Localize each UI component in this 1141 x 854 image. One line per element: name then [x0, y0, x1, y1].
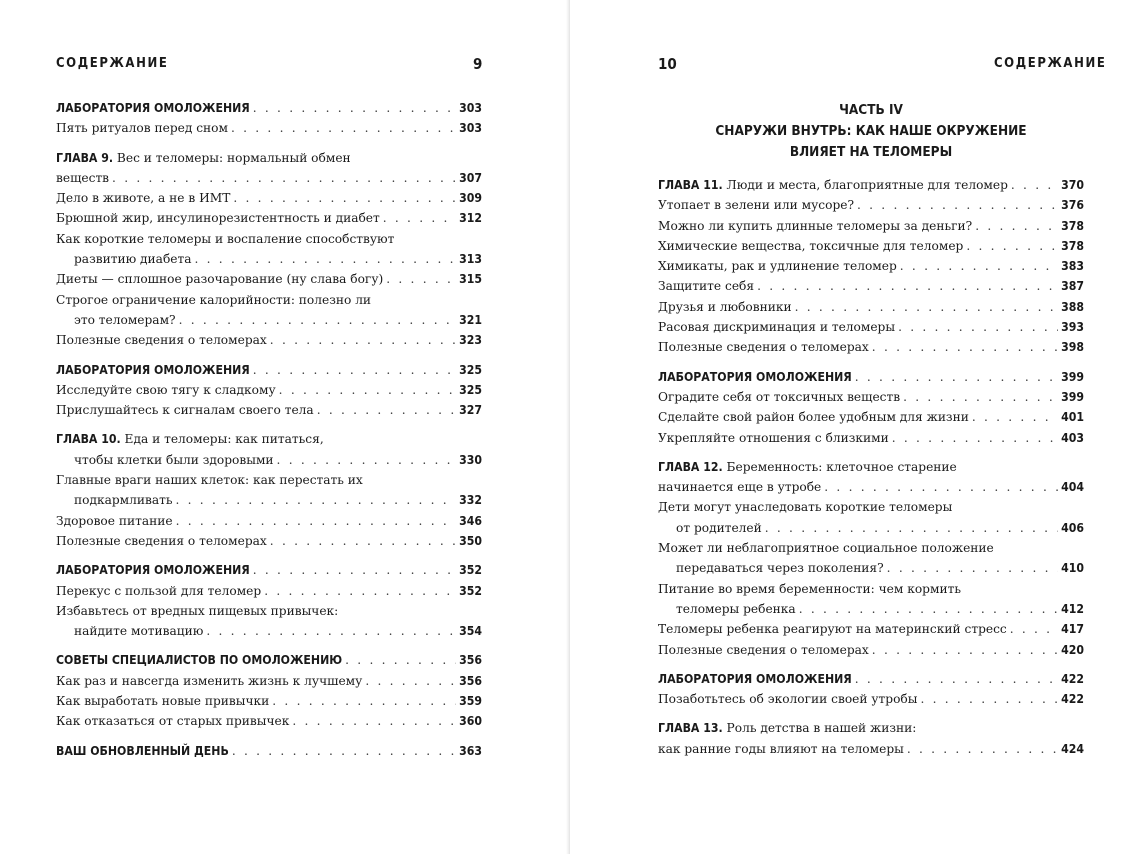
dot-leader — [920, 689, 1058, 709]
toc-entry[interactable] — [56, 269, 482, 289]
toc-page: 422 — [1061, 692, 1084, 707]
spacer — [56, 551, 482, 560]
toc-entry-text: Избавьтесь от вредных пищевых привычек: — [56, 603, 339, 618]
toc-entry[interactable] — [658, 689, 1084, 709]
chapter-title: Роль детства в нашей жизни: — [726, 721, 917, 736]
dot-leader — [966, 236, 1058, 256]
dot-leader — [232, 741, 456, 761]
toc-entry[interactable] — [56, 511, 482, 531]
toc-page: 359 — [459, 694, 482, 709]
toc-page: 325 — [459, 382, 482, 397]
dot-leader — [253, 360, 456, 380]
toc-page: 323 — [459, 333, 482, 348]
toc-section[interactable] — [56, 98, 482, 118]
toc-page: 309 — [459, 191, 482, 206]
toc-page: 383 — [1061, 259, 1084, 274]
dot-leader — [206, 621, 456, 641]
toc-entry-text: Питание во время беременности: чем кормить — [658, 581, 961, 596]
toc-page: 406 — [1061, 520, 1084, 535]
toc-page: 420 — [1061, 642, 1084, 657]
toc-entry-text: Исследуйте свою тягу к сладкому — [56, 382, 276, 397]
dot-leader — [857, 195, 1058, 215]
toc-page: 330 — [459, 452, 482, 467]
toc-entry-text: это теломерам? — [74, 312, 176, 327]
toc-entry-text: Как отказаться от старых привычек — [56, 714, 290, 729]
toc-section[interactable] — [56, 741, 482, 761]
toc-section-title: ЛАБОРАТОРИЯ ОМОЛОЖЕНИЯ — [56, 563, 250, 578]
dot-leader — [179, 310, 457, 330]
toc-page: 352 — [459, 583, 482, 598]
toc-entry[interactable] — [658, 216, 1084, 236]
toc-page: 350 — [459, 533, 482, 548]
toc-entry-text: Как короткие теломеры и воспаление способствуют — [56, 231, 395, 246]
toc-page: 327 — [459, 403, 482, 418]
dot-leader — [231, 118, 456, 138]
toc-page: 354 — [459, 624, 482, 639]
toc-entry[interactable] — [56, 691, 482, 711]
dot-leader — [279, 380, 456, 400]
dot-leader — [898, 317, 1058, 337]
spacer — [658, 358, 1084, 367]
toc-section-title: ЛАБОРАТОРИЯ ОМОЛОЖЕНИЯ — [56, 101, 250, 115]
toc-entry-text: Полезные сведения о теломерах — [56, 333, 267, 348]
toc-page: 325 — [459, 362, 482, 377]
toc-chapter-cont[interactable] — [56, 168, 482, 188]
toc-entry[interactable] — [658, 619, 1084, 639]
part-number: ЧАСТЬ IV — [839, 102, 903, 118]
toc-entry[interactable] — [56, 711, 482, 731]
toc-page: 346 — [459, 513, 482, 528]
dot-leader — [253, 560, 456, 580]
dot-leader — [233, 188, 456, 208]
toc-page: 315 — [459, 272, 482, 287]
toc-entry[interactable] — [658, 276, 1084, 296]
toc-page: 401 — [1061, 410, 1084, 425]
toc-section[interactable] — [658, 367, 1084, 387]
dot-leader — [907, 739, 1058, 759]
toc-entry[interactable] — [56, 290, 482, 310]
toc-entry[interactable] — [56, 330, 482, 350]
toc-entry-cont[interactable] — [56, 621, 482, 641]
dot-leader — [176, 490, 457, 510]
right-page — [570, 0, 1141, 854]
toc-section[interactable] — [56, 650, 482, 670]
toc-page: 303 — [459, 121, 482, 136]
toc-entry-text: Сделайте свой район более удобным для жизни — [658, 410, 969, 425]
chapter-title-cont: веществ — [56, 170, 110, 185]
dot-leader — [872, 337, 1058, 357]
dot-leader — [277, 450, 457, 470]
toc-entry[interactable] — [56, 601, 482, 621]
toc-chapter-cont[interactable] — [56, 450, 482, 470]
dot-leader — [253, 98, 456, 118]
running-head: СОДЕРЖАНИЕ — [994, 56, 1107, 71]
toc-entry-text: Дети могут унаследовать короткие теломеры — [658, 500, 953, 515]
spacer — [56, 420, 482, 429]
toc-page: 398 — [1061, 340, 1084, 355]
toc-entry[interactable] — [56, 118, 482, 138]
toc-entry[interactable] — [56, 531, 482, 551]
toc-page: 378 — [1061, 218, 1084, 233]
toc-entry-cont[interactable] — [658, 558, 1084, 578]
dot-leader — [195, 249, 457, 269]
dot-leader — [317, 400, 456, 420]
toc-entry[interactable] — [56, 400, 482, 420]
toc-page: 378 — [1061, 238, 1084, 253]
toc-entry-text: Диеты — сплошное разочарование (ну слава богу) — [56, 272, 384, 287]
dot-leader — [292, 711, 456, 731]
dot-leader — [270, 531, 456, 551]
chapter-title: Беременность: клеточное старение — [726, 459, 957, 474]
toc-entry-text: Можно ли купить длинные теломеры за деньги? — [658, 218, 973, 233]
toc-page: 399 — [1061, 389, 1084, 404]
toc-section[interactable] — [56, 560, 482, 580]
toc-entry[interactable] — [658, 579, 1084, 599]
spacer — [658, 709, 1084, 718]
toc-entry-text: Может ли неблагоприятное социальное положение — [658, 541, 994, 556]
toc-entry-text: Полезные сведения о теломерах — [658, 642, 869, 657]
toc-page: 332 — [459, 493, 482, 508]
dot-leader — [887, 558, 1058, 578]
toc-entry[interactable] — [658, 256, 1084, 276]
toc-section-title: ЛАБОРАТОРИЯ ОМОЛОЖЕНИЯ — [658, 369, 852, 384]
toc-entry-text: Брюшной жир, инсулинорезистентность и диабет — [56, 211, 380, 226]
chapter-title: Еда и теломеры: как питаться, — [124, 432, 324, 447]
dot-leader — [872, 640, 1058, 660]
chapter-label: ГЛАВА 13. — [658, 721, 723, 736]
dot-leader — [795, 297, 1059, 317]
toc-page: 363 — [459, 743, 482, 758]
toc-section-title: ЛАБОРАТОРИЯ ОМОЛОЖЕНИЯ — [658, 671, 852, 686]
part-heading — [658, 100, 1084, 163]
toc-chapter-cont[interactable] — [658, 739, 1084, 759]
toc-entry[interactable] — [56, 188, 482, 208]
chapter-title: Вес и теломеры: нормальный обмен — [116, 150, 351, 165]
toc-page: 387 — [1061, 279, 1084, 294]
toc-entry[interactable] — [56, 229, 482, 249]
dot-leader — [855, 367, 1058, 387]
toc-entry[interactable] — [56, 581, 482, 601]
chapter-title-cont: чтобы клетки были здоровыми — [74, 452, 274, 467]
toc-chapter-cont[interactable] — [658, 477, 1084, 497]
spacer — [658, 660, 1084, 669]
toc-page: 393 — [1061, 320, 1084, 335]
toc-page: 424 — [1061, 741, 1084, 756]
toc-page: 404 — [1061, 480, 1084, 495]
toc-entry-text: подкармливать — [74, 493, 173, 508]
toc-entry-text: Позаботьтесь об экологии своей утробы — [658, 692, 918, 707]
dot-leader — [900, 256, 1058, 276]
running-head: СОДЕРЖАНИЕ — [56, 56, 169, 71]
toc-entry[interactable] — [658, 387, 1084, 407]
toc-entry[interactable] — [56, 208, 482, 228]
toc-chapter[interactable] — [658, 457, 1084, 477]
toc-page: 303 — [459, 101, 482, 115]
toc-entry[interactable] — [658, 337, 1084, 357]
toc-entry-text: Полезные сведения о теломерах — [658, 340, 869, 355]
toc-entry-text: Оградите себя от токсичных веществ — [658, 389, 901, 404]
toc-entry-text: найдите мотивацию — [74, 624, 204, 639]
toc-page: 352 — [459, 563, 482, 578]
toc-entry[interactable] — [658, 538, 1084, 558]
toc-entry-text: Расовая дискриминация и теломеры — [658, 320, 896, 335]
toc-page: 417 — [1061, 622, 1084, 637]
toc-page: 403 — [1061, 430, 1084, 445]
toc-entry[interactable] — [658, 497, 1084, 517]
dot-leader — [270, 330, 456, 350]
dot-leader — [824, 477, 1058, 497]
dot-leader — [765, 518, 1058, 538]
toc-entry-text: Пять ритуалов перед сном — [56, 121, 228, 136]
toc-entry[interactable] — [658, 195, 1084, 215]
toc-entry[interactable] — [658, 317, 1084, 337]
chapter-title-cont: как ранние годы влияют на теломеры — [658, 741, 904, 756]
toc-page: 388 — [1061, 299, 1084, 314]
toc-entry[interactable] — [658, 428, 1084, 448]
spacer — [56, 351, 482, 360]
dot-leader — [972, 407, 1058, 427]
toc-list — [658, 100, 1084, 759]
toc-entry-cont[interactable] — [56, 490, 482, 510]
dot-leader — [112, 168, 456, 188]
dot-leader — [1010, 619, 1058, 639]
chapter-label: ГЛАВА 11. — [658, 178, 723, 192]
dot-leader — [799, 599, 1058, 619]
dot-leader — [1011, 175, 1058, 195]
dot-leader — [365, 671, 456, 691]
toc-entry-text: теломеры ребенка — [676, 601, 796, 616]
toc-entry-text: Химические вещества, токсичные для теломер — [658, 238, 964, 253]
toc-page: 412 — [1061, 601, 1084, 616]
toc-section-title: ЛАБОРАТОРИЯ ОМОЛОЖЕНИЯ — [56, 362, 250, 377]
chapter-title-cont: начинается еще в утробе — [658, 480, 822, 495]
toc-entry-cont[interactable] — [658, 599, 1084, 619]
toc-entry-cont[interactable] — [658, 518, 1084, 538]
spacer — [56, 139, 482, 148]
part-title-line: СНАРУЖИ ВНУТРЬ: КАК НАШЕ ОКРУЖЕНИЕ — [715, 123, 1027, 139]
dot-leader — [757, 276, 1058, 296]
toc-entry-cont[interactable] — [56, 310, 482, 330]
toc-page: 307 — [459, 170, 482, 185]
toc-section-title: СОВЕТЫ СПЕЦИАЛИСТОВ ПО ОМОЛОЖЕНИЮ — [56, 653, 343, 668]
toc-entry[interactable] — [658, 236, 1084, 256]
toc-section[interactable] — [56, 360, 482, 380]
toc-entry[interactable] — [56, 470, 482, 490]
toc-entry-text: Теломеры ребенка реагируют на материнский стресс — [658, 622, 1007, 637]
toc-entry[interactable] — [658, 407, 1084, 427]
page-number: 9 — [473, 55, 483, 73]
toc-section[interactable] — [658, 669, 1084, 689]
toc-page: 370 — [1061, 178, 1084, 192]
toc-entry[interactable] — [56, 380, 482, 400]
dot-leader — [903, 387, 1058, 407]
chapter-label: ГЛАВА 10. — [56, 432, 121, 447]
toc-page: 312 — [459, 211, 482, 226]
toc-entry-text: Как раз и навсегда изменить жизнь к лучшему — [56, 673, 363, 688]
toc-section-title: ВАШ ОБНОВЛЕННЫЙ ДЕНЬ — [56, 743, 229, 758]
dot-leader — [975, 216, 1058, 236]
toc-entry-text: от родителей — [676, 520, 762, 535]
toc-page: 360 — [459, 714, 482, 729]
toc-entry[interactable] — [658, 297, 1084, 317]
toc-entry-text: Укрепляйте отношения с близкими — [658, 430, 889, 445]
toc-entry-text: Химикаты, рак и удлинение теломер — [658, 259, 897, 274]
toc-chapter[interactable] — [56, 429, 482, 449]
toc-entry-text: передаваться через поколения? — [676, 561, 884, 576]
toc-page: 399 — [1061, 369, 1084, 384]
toc-page: 313 — [459, 252, 482, 267]
toc-list — [56, 98, 482, 761]
toc-page: 321 — [459, 312, 482, 327]
toc-entry-cont[interactable] — [56, 249, 482, 269]
dot-leader — [855, 669, 1058, 689]
toc-entry-text: развитию диабета — [74, 252, 192, 267]
toc-chapter[interactable] — [658, 718, 1084, 738]
toc-page: 356 — [459, 673, 482, 688]
spacer — [56, 732, 482, 741]
toc-entry-text: Строгое ограничение калорийности: полезно ли — [56, 292, 372, 307]
chapter-label: ГЛАВА 9. — [56, 150, 114, 165]
toc-entry-text: Как выработать новые привычки — [56, 694, 270, 709]
toc-chapter[interactable] — [56, 148, 482, 168]
spacer — [56, 641, 482, 650]
toc-page: 422 — [1061, 671, 1084, 686]
dot-leader — [386, 269, 456, 289]
page-number: 10 — [658, 55, 677, 73]
part-title-line: ВЛИЯЕТ НА ТЕЛОМЕРЫ — [789, 144, 953, 160]
toc-entry-text: Прислушайтесь к сигналам своего тела — [56, 403, 314, 418]
toc-page: 356 — [459, 653, 482, 668]
toc-entry-text: Защитите себя — [658, 279, 755, 294]
toc-entry[interactable] — [658, 640, 1084, 660]
dot-leader — [264, 581, 456, 601]
dot-leader — [345, 650, 456, 670]
toc-entry-text: Дело в животе, а не в ИМТ — [56, 191, 231, 206]
toc-entry-text: Главные враги наших клеток: как перестать их — [56, 473, 363, 488]
chapter-label: ГЛАВА 12. — [658, 459, 723, 474]
toc-entry-text: Друзья и любовники — [658, 299, 792, 314]
dot-leader — [892, 428, 1058, 448]
toc-entry-text: Перекус с пользой для теломер — [56, 583, 262, 598]
chapter-title: Люди и места, благоприятные для теломер — [726, 178, 1008, 192]
toc-page: 376 — [1061, 198, 1084, 213]
toc-chapter[interactable] — [658, 175, 1084, 195]
left-page — [0, 0, 570, 854]
toc-entry-text: Утопает в зелени или мусоре? — [658, 198, 854, 213]
dot-leader — [383, 208, 456, 228]
spacer — [658, 448, 1084, 457]
toc-entry-text: Полезные сведения о теломерах — [56, 533, 267, 548]
dot-leader — [176, 511, 457, 531]
dot-leader — [272, 691, 456, 711]
toc-entry[interactable] — [56, 671, 482, 691]
toc-page: 410 — [1061, 561, 1084, 576]
toc-entry-text: Здоровое питание — [56, 513, 173, 528]
